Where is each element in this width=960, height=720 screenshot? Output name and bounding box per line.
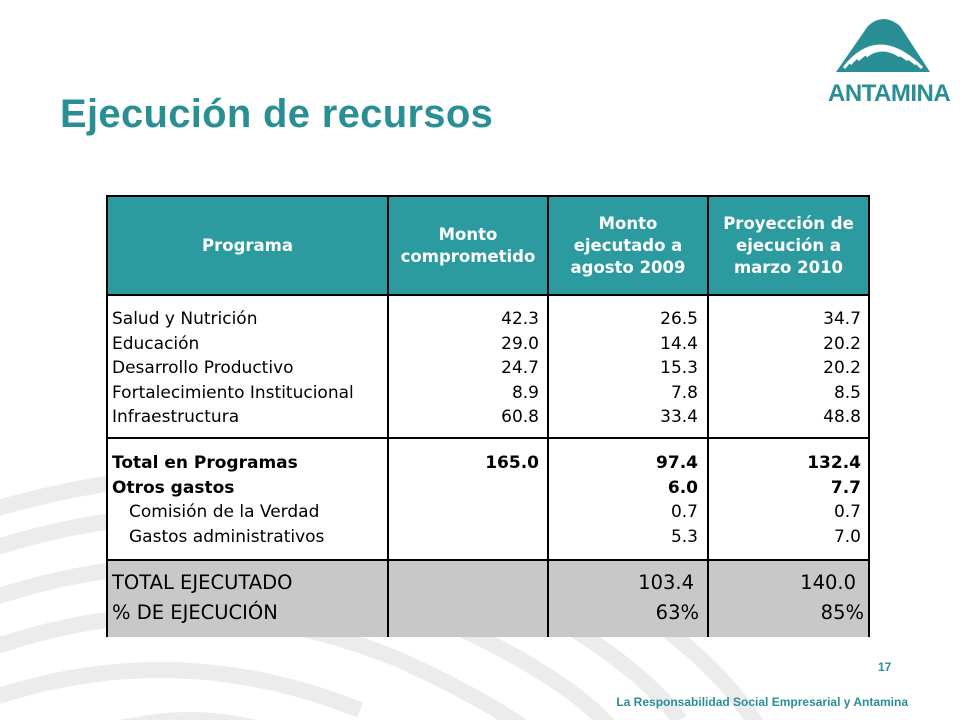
summary-ejecutado [549,568,699,628]
programs-labels [112,307,382,430]
porcentaje-ejecucion-label: % DE EJECUCIÓN [112,601,278,624]
table-cell: 48.8 [823,407,861,427]
table-cell: 85% [820,601,864,624]
column-divider [547,197,549,637]
table-cell: 14.4 [660,333,698,354]
table-cell [389,500,539,525]
summary-proyeccion [709,568,864,628]
table-cell: 8.9 [511,382,539,403]
total-ejecutado-label: TOTAL EJECUTADO [112,571,293,594]
program-label: Fortalecimiento Institucional [112,382,354,403]
program-label: Infraestructura [112,407,240,427]
table-cell: 20.2 [823,358,861,378]
table-cell: 63% [655,601,699,624]
programs-ejecutado [549,307,698,430]
logo-text: ANTAMINA [828,80,951,107]
table-cell: 7.0 [833,526,861,547]
total-programas-label: Total en Programas [112,453,298,473]
table-cell: 29.0 [501,333,539,354]
table-cell: 5.3 [670,526,698,547]
table-cell: 20.2 [823,333,861,354]
programs-comprometido [389,307,539,430]
header-proyeccion: Proyección de ejecución a marzo 2010 [723,214,854,277]
slide-title: Ejecución de recursos [60,92,494,136]
table-cell: 8.5 [833,382,861,403]
table-cell: 26.5 [660,309,698,329]
table-cell: 132.4 [807,453,861,473]
program-label: Educación [112,333,200,354]
summary-labels [112,568,292,628]
table-cell: 97.4 [656,453,698,473]
table-cell: 60.8 [501,407,539,427]
totals-labels [112,451,382,549]
table-cell [389,525,539,550]
header-programa: Programa [202,236,293,255]
table-cell: 103.4 [638,571,694,594]
row-divider [108,437,868,439]
gastos-admin-label: Gastos administrativos [129,526,325,547]
table-cell: 24.7 [501,358,539,378]
table-cell: 42.3 [501,309,539,329]
table-cell: 15.3 [660,358,698,378]
antamina-mountain-icon [828,14,938,84]
table-cell: 33.4 [660,407,698,427]
header-monto-comprometido: Monto comprometido [400,225,536,266]
execution-table [106,195,870,637]
program-label: Salud y Nutrición [112,309,258,329]
comision-verdad-label: Comisión de la Verdad [129,502,320,522]
table-cell: 0.7 [833,502,861,522]
table-cell: 165.0 [485,453,539,473]
header-monto-ejecutado: Monto ejecutado a agosto 2009 [570,214,686,277]
footer-text: La Responsabilidad Social Empresarial y Antamina [616,695,908,709]
program-label: Desarrollo Productivo [112,358,294,378]
totals-proyeccion [709,451,861,549]
antamina-logo [828,14,951,114]
table-cell: 7.7 [830,477,861,498]
table-cell: 0.7 [670,502,698,522]
table-cell: 140.0 [800,571,856,594]
table-cell [389,476,539,501]
table-cell: 7.8 [670,382,698,403]
programs-proyeccion [709,307,861,430]
row-divider [108,559,868,561]
page-number: 17 [878,660,892,674]
otros-gastos-label: Otros gastos [112,477,235,498]
column-divider [707,197,709,637]
column-divider [387,197,389,637]
totals-comprometido [389,451,539,549]
table-cell: 34.7 [823,309,861,329]
row-divider [108,294,868,296]
totals-ejecutado [549,451,698,549]
table-cell: 6.0 [667,477,698,498]
